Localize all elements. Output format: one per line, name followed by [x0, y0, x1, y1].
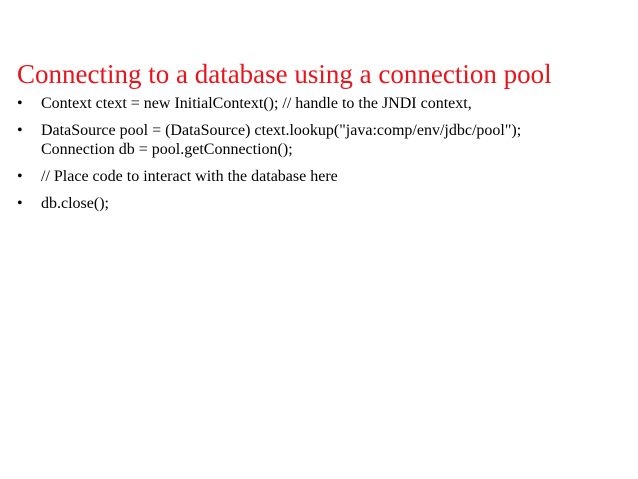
bullet-dot-icon: • — [17, 168, 23, 185]
bullet-text: // Place code to interact with the database here — [41, 168, 338, 185]
slide-title: Connecting to a database using a connection pool — [17, 59, 552, 89]
bullet-item — [17, 121, 617, 159]
bullet-list — [17, 94, 617, 221]
bullet-text: db.close(); — [41, 195, 109, 212]
bullet-item — [17, 167, 617, 186]
bullet-dot-icon: • — [17, 122, 23, 139]
bullet-text: DataSource pool = (DataSource) ctext.lookup("java:comp/env/jdbc/pool"); — [41, 122, 522, 139]
bullet-item — [17, 94, 617, 113]
bullet-item — [17, 194, 617, 213]
bullet-dot-icon: • — [17, 195, 23, 212]
bullet-text: Context ctext = new InitialContext(); // handle to the JNDI context, — [41, 95, 472, 112]
bullet-text-continuation: Connection db = pool.getConnection(); — [41, 141, 293, 158]
bullet-dot-icon: • — [17, 95, 23, 112]
